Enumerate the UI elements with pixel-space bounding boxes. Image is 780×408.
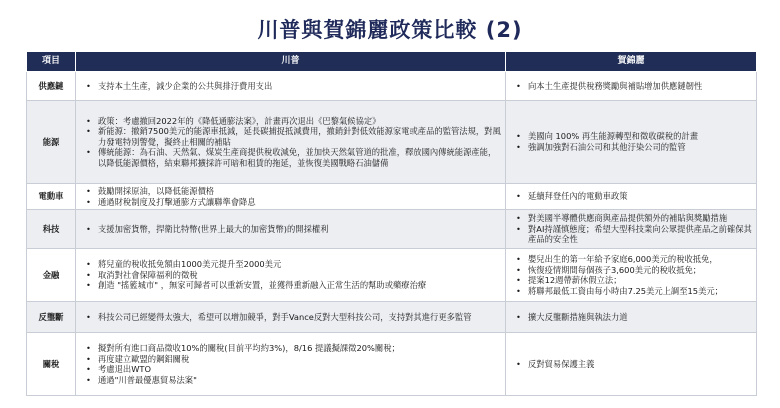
harris-cell	[506, 101, 757, 184]
trump-cell	[76, 72, 506, 101]
trump-cell	[76, 249, 506, 302]
bullet-item: • 對AI持謹慎態度；希望大型科技業向公眾提供產品之前確保其產品的安全性	[522, 224, 752, 245]
header-topic: 項目	[27, 52, 76, 72]
harris-cell	[506, 249, 757, 302]
table-row	[27, 302, 757, 333]
policy-comparison-table	[26, 51, 757, 396]
bullet-item: • 反對貿易保護主義	[522, 359, 752, 370]
trump-cell	[76, 333, 506, 396]
bullet-item: • 對美國半導體供應商與產品提供額外的補貼與獎勵措施	[522, 213, 752, 224]
bullet-item: • 嬰兒出生的第一年給予家庭6,000美元的稅收抵免，	[522, 254, 752, 265]
trump-cell	[76, 210, 506, 249]
bullet-item: • 恢復疫情期間每個孩子3,600美元的稅收抵免；	[522, 265, 752, 276]
bullet-item: • 向本土生產提供稅務獎勵與補貼增加供應鏈韌性	[522, 81, 752, 92]
bullet-item: • 新能源：撤銷7500美元的能源車抵減，延長碳捕捉抵減費用，撤銷針對低效能源家電或產品的監管法規，對風力發電特別警覺，擬終止相關的補貼	[92, 126, 501, 147]
bullet-item: • 取消對社會保障福利的徵稅	[92, 270, 501, 281]
harris-cell	[506, 210, 757, 249]
bullet-item: • 強調加強對石油公司和其他汙染公司的監管	[522, 142, 752, 153]
bullet-item: • 科技公司已經變得太強大，希望可以增加競爭，對手Vance反對大型科技公司，支持對其進行更多監管	[92, 312, 501, 323]
bullet-item: • 通過財稅制度及打擊通膨方式讓聯準會降息	[92, 197, 501, 208]
bullet-item: • 美國向 100% 再生能源轉型和徵收碳稅的計畫	[522, 131, 752, 142]
harris-cell	[506, 184, 757, 210]
header-trump: 川普	[76, 52, 506, 72]
bullet-item: • 創造 "搖籃城市" ，無家可歸者可以重新安置，並獲得重新融入正常生活的幫助或藥療治療	[92, 280, 501, 291]
table-row	[27, 249, 757, 302]
bullet-item: • 支援加密貨幣，捍衛比特幣(世界上最大的加密貨幣)的開採權利	[92, 224, 501, 235]
table-row	[27, 184, 757, 210]
trump-cell	[76, 101, 506, 184]
row-topic: 供應鏈	[27, 72, 76, 101]
bullet-item: • 擴大反壟斷措施與執法力道	[522, 312, 752, 323]
row-topic: 能源	[27, 101, 76, 184]
page-title: 川普與賀錦麗政策比較 (2)	[257, 18, 523, 42]
table-row	[27, 210, 757, 249]
bullet-item: • 提案12週帶薪休假立法；	[522, 275, 752, 286]
bullet-item: • 支持本土生產，減少企業的公共與排汙費用支出	[92, 81, 501, 92]
bullet-item: • 擬對所有進口商品徵收10%的關稅(目前平均約3%)，8/16 提議擬課徵20%關稅；	[92, 343, 501, 354]
header-harris: 賀錦麗	[506, 52, 757, 72]
row-topic: 反壟斷	[27, 302, 76, 333]
table-row	[27, 333, 757, 396]
table-row	[27, 101, 757, 184]
row-topic: 金融	[27, 249, 76, 302]
row-topic: 關稅	[27, 333, 76, 396]
trump-cell	[76, 184, 506, 210]
bullet-item: • 考慮退出WTO	[92, 364, 501, 375]
harris-cell	[506, 302, 757, 333]
harris-cell	[506, 72, 757, 101]
bullet-item: • 鼓勵開採原油，以降低能源價格	[92, 186, 501, 197]
bullet-item: • 將聯邦最低工資由每小時由7.25美元上調至15美元；	[522, 286, 752, 297]
bullet-item: • 延續拜登任內的電動車政策	[522, 191, 752, 202]
bullet-item: • 通過"川普最優惠貿易法案"	[92, 375, 501, 386]
bullet-item: • 傳統能源：為石油、天然氣、煤炭生產商提供稅收減免，並加快天然氣管道的批准，釋放國內傳統能源產能，以降低能源價格，結束聯邦擴採許可暗和租賃的拖延，並恢復美國戰略石油儲備	[92, 147, 501, 168]
harris-cell	[506, 333, 757, 396]
bullet-item: • 政策：考慮撤回2022年的《降低通膨法案》，計畫再次退出《巴黎氣候協定》	[92, 116, 501, 127]
table-row	[27, 72, 757, 101]
bullet-item: • 再度建立歐盟的鋼鋁關稅	[92, 354, 501, 365]
row-topic: 科技	[27, 210, 76, 249]
row-topic: 電動車	[27, 184, 76, 210]
bullet-item: • 將兒童的稅收抵免額由1000美元提升至2000美元	[92, 259, 501, 270]
table-header-row	[27, 52, 757, 72]
trump-cell	[76, 302, 506, 333]
